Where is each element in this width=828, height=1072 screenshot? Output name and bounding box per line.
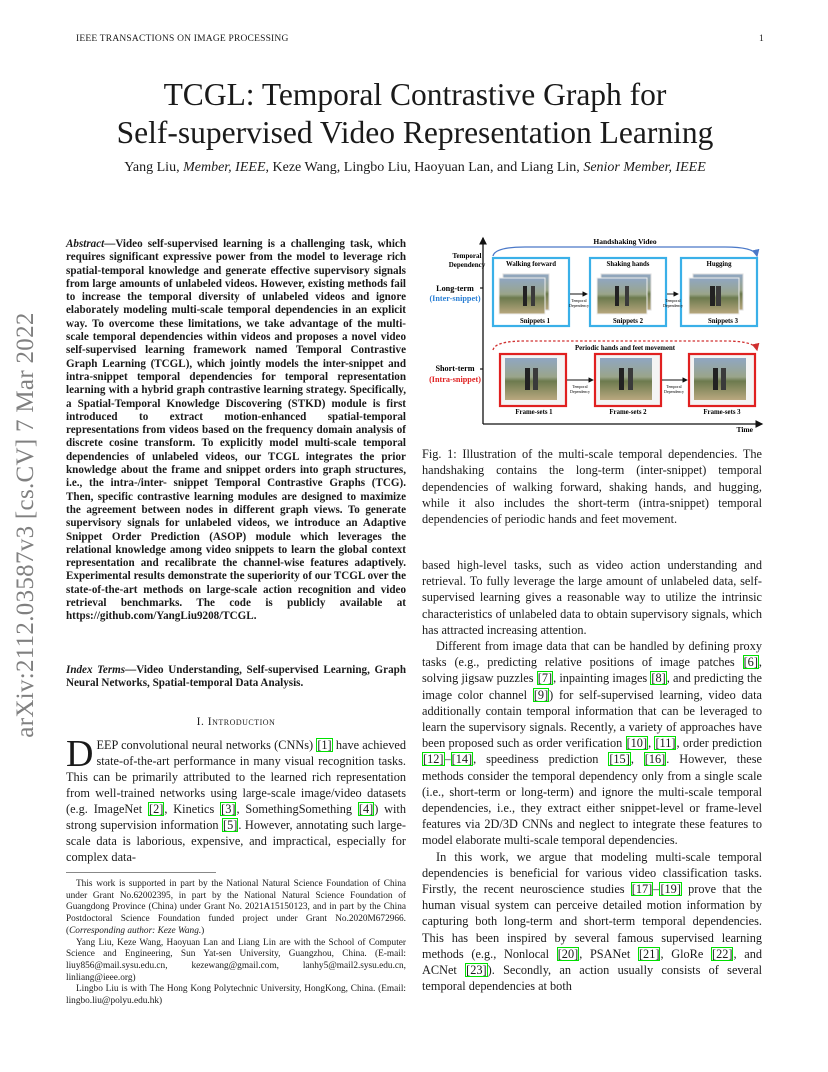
abstract-label: Abstract: [66, 238, 105, 250]
body-text: , PSANet: [579, 946, 638, 961]
snippet-image: [597, 274, 651, 314]
snippet-label: Snippets 3: [707, 318, 739, 325]
body-paragraph: based high-level tasks, such as video action understanding and retrieval. To fully leverage the large amount of unlabeled data, self-supervised learning gives a reasonable way to utilize the intrinsic characteristics of unlabeled data to obtain supervisory signals, which has attracted increasing attention.: [422, 558, 762, 637]
index-terms-text: —Video Understanding, Self-supervised Learning, Graph Neural Networks, Spatial-temporal Data Analysis.: [66, 664, 406, 690]
author-list: [40, 160, 790, 176]
citation-link[interactable]: [15]: [609, 752, 630, 767]
dependency-label: Temporal: [571, 298, 587, 303]
video-bracket: [493, 247, 757, 256]
author-role-senior: Senior Member, IEEE: [583, 160, 706, 175]
citation-link[interactable]: [8]: [651, 671, 666, 686]
frameset-label: Frame-sets 3: [703, 409, 741, 416]
citation-link[interactable]: [6]: [743, 655, 758, 670]
action-label: Shaking hands: [606, 261, 650, 268]
author-role: Member, IEEE: [183, 160, 266, 175]
footnote-affiliation-2: Lingbo Liu is with The Hong Kong Polytechnic University, HongKong, China. (Email: lingbo.liu@polyu.edu.hk): [66, 984, 406, 1007]
footnote-text: This work is supported in part by the National Natural Science Foundation of China under Grant No.62002395, in part by the National Natural Science Foundation of Guangdong Province (China) under Grant No. 2021A15150123, and in part by the China Postdoctoral Science Foundation funded project under Grant No.2020M672966. (: [66, 879, 406, 936]
inter-snippet-label: (Inter-snippet): [429, 294, 481, 303]
citation-link[interactable]: [4]: [358, 802, 374, 816]
footnote-affiliation: Yang Liu, Keze Wang, Haoyuan Lan and Liang Lin are with the School of Computer Science and Engineering, Sun Yat-sen University, Guangzhou, China. (E-mail: liuy856@mail.sysu.edu.cn, kezewang@gmail.com, lanhy5@mail2.sysu.edu.cn, linliang@ieee.org): [66, 937, 406, 983]
intro-text: have achieved state-of-the-art performance in many visual recognition tasks. This can be primarily attributed to the learned rich representation from well-trained networks using large-scale image/video datasets (e.g. ImageNet: [66, 738, 406, 816]
periodic-label: Periodic hands and feet movement: [574, 345, 676, 352]
author-rest: , Keze Wang, Lingbo Liu, Haoyuan Lan, and Liang Lin,: [265, 160, 584, 175]
y-axis-label-2: Dependency: [448, 261, 486, 269]
body-text: , order prediction: [676, 736, 762, 751]
title-line-1: TCGL: Temporal Contrastive Graph for: [163, 77, 667, 112]
caption-text: Illustration of the multi-scale temporal dependencies. The handshaking contains the long-term (inter-snippet) temporal dependencies of walking forward, shaking hands, and hugging, while it also includes the short-term (intra-snippet) temporal dependencies of periodic hands and feet movement.: [422, 447, 762, 527]
snippet-image: [689, 274, 743, 314]
body-text: ,: [630, 752, 644, 767]
intra-snippet-label: (Intra-snippet): [429, 375, 481, 384]
citation-link[interactable]: [19]: [660, 882, 681, 897]
arxiv-id-text: arXiv:2112.03587v3 [cs.CV] 7 Mar 2022: [12, 312, 39, 738]
body-text: –: [653, 882, 660, 897]
body-text: –: [444, 752, 451, 767]
intro-text: . However, annotating such large-scale data is laborious, expensive, and impractical, especially for complex data-: [66, 818, 406, 864]
action-label: Walking forward: [505, 261, 557, 268]
citation-link[interactable]: [12]: [423, 752, 444, 767]
body-text: Different from image data that can be handled by defining proxy tasks (e.g., predicting relative positions of image patches: [422, 639, 762, 670]
frameset-image: [694, 358, 746, 400]
citation-link[interactable]: [9]: [533, 687, 549, 702]
abstract-text: —Video self-supervised learning is a challenging task, which requires significant expressive power from the model to leverage rich spatial-temporal knowledge and generate effective supervisory signals from large amounts of unlabeled videos. However, existing methods fail to increase the temporal diversity of unlabeled videos and ignore elaborately modeling multi-scale temporal dependencies in an explicit way. To overcome these limitations, we take advantage of the multi-scale temporal dependencies within videos and proposes a novel video self-supervised learning framework named Temporal Contrastive Graph Learning (TCGL), which jointly models the inter-snippet and intra-snippet temporal dependencies for temporal representation learning with a hybrid graph contrastive learning strategy. Specifically, a Spatial-Temporal Knowledge Discovering (STKD) module is first introduced to extract motion-enhanced spatial-temporal representations from videos based on the frequency domain analysis of discrete cosine transform. To explicitly model multi-scale temporal dependencies of unlabeled videos, our TCGL integrates the prior knowledge about the frame and snippet orders into graph structures, i.e., the intra-/inter- snippet Temporal Contrastive Graphs (TCG). Then, specific contrastive learning modules are designed to maximize the agreement between nodes in different graph views. To generate supervisory signals for unlabeled videos, we introduce an Adaptive Snippet Order Prediction (ASOP) module which leverages the relational knowledge among video snippets to learn the global context representation and recalibrate the channel-wise features adaptively. Experimental results demonstrate the superiority of our TCGL over the state-of-the-art methods on large-scale action recognition and video retrieval benchmarks. The code is publicly available at https://github.com/YangLiu9208/TCGL.: [66, 238, 406, 623]
body-paragraph: [422, 849, 762, 995]
citation-link[interactable]: [21]: [638, 946, 660, 961]
frameset-label: Frame-sets 1: [515, 409, 553, 416]
dependency-label: Temporal: [666, 384, 682, 389]
dependency-label: Temporal: [665, 298, 681, 303]
intro-text: , SomethingSomething: [236, 802, 358, 816]
citation-link[interactable]: [2]: [149, 802, 164, 816]
paper-title: [40, 76, 790, 152]
abstract: [66, 238, 406, 624]
section-heading: [66, 716, 406, 728]
frameset-label: Frame-sets 2: [609, 409, 647, 416]
body-text: , and predicting the image color channel: [422, 671, 762, 702]
running-header: IEEE TRANSACTIONS ON IMAGE PROCESSING: [76, 34, 289, 44]
body-text: ) for self-supervised learning, video data additionally contain temporal information that can be leveraged to learn the supervisory signals. Recently, a variety of approaches have been proposed such as order verification: [422, 687, 762, 751]
caption-label: Fig. 1:: [422, 447, 463, 461]
snippet-image: [499, 274, 549, 314]
citation-link[interactable]: [22]: [711, 946, 733, 961]
body-text: prove that the human visual system can perceive detailed motion information by capturing both long-term and short-term temporal dependencies. This has been inspired by several famous supervised learning methods (e.g., Nonlocal: [422, 882, 762, 961]
intro-text: ) with strong supervision information: [66, 802, 406, 832]
index-terms: [66, 664, 406, 691]
frameset-image: [505, 358, 557, 400]
footnote-corresponding: Corresponding author: Keze Wang.: [69, 925, 202, 936]
snippet-label: Snippets 1: [519, 318, 551, 325]
body-paragraph: [422, 638, 762, 849]
section-title: Introduction: [207, 716, 276, 728]
arxiv-stamp: [6, 290, 46, 760]
citation-link[interactable]: [23]: [466, 963, 487, 978]
footnote-text: ): [201, 925, 205, 936]
figure-1: [425, 232, 765, 436]
dependency-label: Dependency: [663, 303, 683, 308]
body-text: , and ACNet: [422, 946, 762, 978]
short-term-label: Short-term: [435, 364, 475, 373]
title-line-2: Self-supervised Video Representation Learning: [116, 115, 714, 150]
citation-link[interactable]: [3]: [221, 802, 236, 816]
footnote-rule: [66, 872, 216, 873]
body-text: , inpainting images: [553, 671, 651, 686]
footnotes: [66, 879, 406, 1008]
body-text: , speediness prediction: [473, 752, 609, 767]
body-text: ). Secondly, an action usually consists of several temporal dependencies at both: [422, 963, 762, 994]
body-text: , solving jigsaw puzzles: [422, 655, 762, 686]
body-text: ,: [648, 736, 655, 751]
action-label: Hugging: [706, 261, 732, 268]
citation-link[interactable]: [17]: [631, 882, 653, 897]
dependency-label: Dependency: [570, 389, 590, 394]
handshaking-title: Handshaking Video: [593, 237, 657, 246]
dependency-label: Dependency: [664, 389, 684, 394]
citation-link[interactable]: [20]: [557, 946, 579, 961]
citation-link[interactable]: [5]: [223, 818, 238, 832]
citation-link[interactable]: [11]: [655, 736, 676, 751]
body-text: . However, these methods consider the temporal dependency only from a single scale (i.e., short-term or long-term) and ignore the multi-scale temporal dependencies, i.e., they extract either snippet-level or frame-level features via 2D/3D CNNs and neglect to integrate these features to model elaborate multi-scale temporal dependencies.: [422, 752, 763, 848]
y-axis-label-1: Temporal: [452, 252, 482, 260]
citation-link[interactable]: [1]: [317, 738, 332, 752]
time-label: Time: [736, 425, 753, 434]
body-text: , GloRe: [660, 946, 711, 961]
dependency-label: Temporal: [572, 384, 588, 389]
intro-paragraph: [66, 733, 406, 865]
section-number: I.: [196, 716, 208, 728]
snippet-label: Snippets 2: [612, 318, 644, 325]
dependency-label: Dependency: [569, 303, 589, 308]
right-column-body: [422, 557, 762, 994]
frameset-image: [600, 358, 652, 400]
citation-link[interactable]: [14]: [451, 752, 473, 767]
long-term-label: Long-term: [436, 284, 474, 293]
citation-link[interactable]: [16]: [644, 752, 666, 767]
page-number: 1: [759, 34, 764, 44]
intro-text: EEP convolutional neural networks (CNNs): [96, 738, 317, 752]
footnote-funding: [66, 879, 406, 938]
citation-link[interactable]: [10]: [626, 736, 648, 751]
index-terms-label: Index Terms: [66, 664, 126, 676]
citation-link[interactable]: [7]: [537, 671, 553, 686]
figure-caption: [422, 446, 762, 527]
body-text: In this work, we argue that modeling multi-scale temporal dependencies is beneficial for various video classification tasks. Firstly, the recent neuroscience studies: [422, 849, 762, 897]
intro-text: , Kinetics: [164, 802, 221, 816]
drop-cap: D: [66, 733, 94, 775]
author-first: Yang Liu,: [124, 160, 184, 175]
